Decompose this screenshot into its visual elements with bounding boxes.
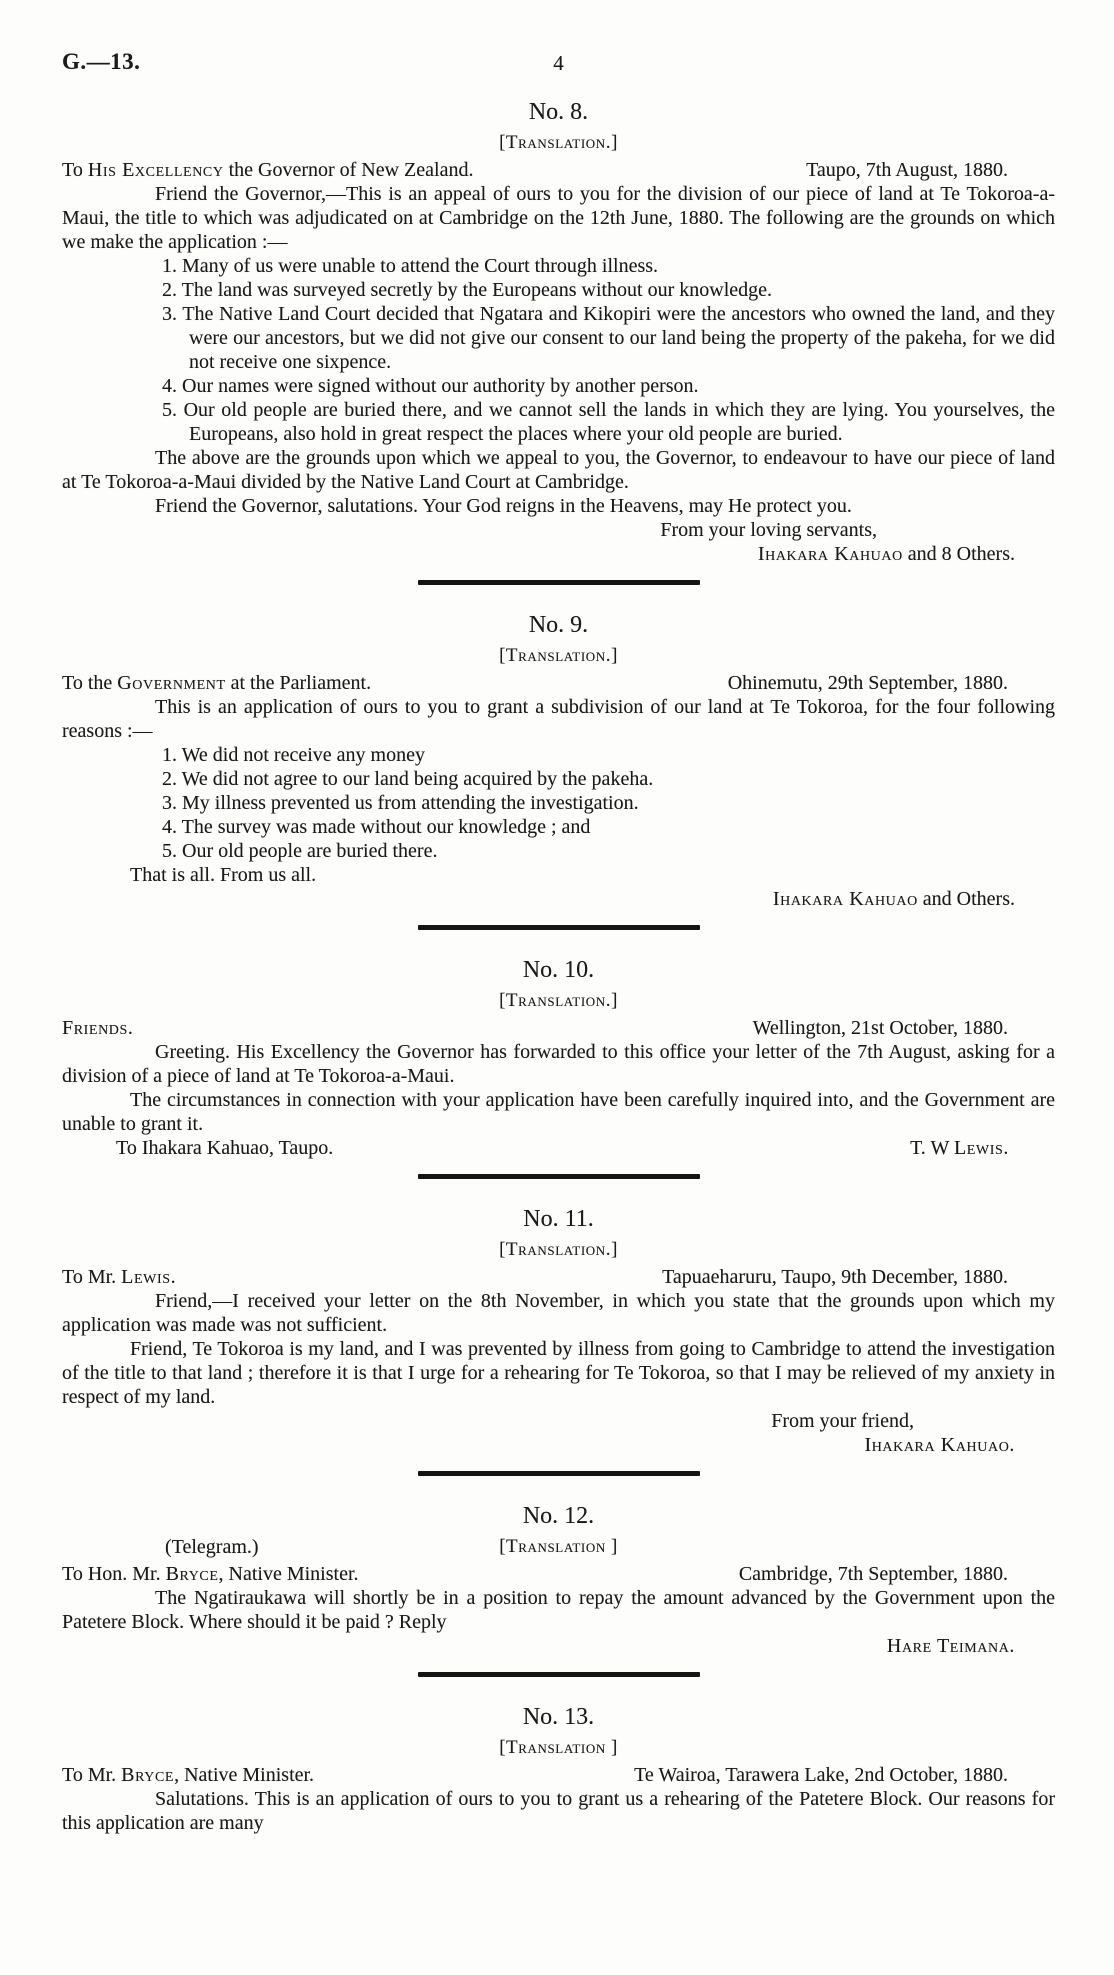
- letter-section-no11: [62, 1205, 1055, 1457]
- doc-reference: G.—13.: [62, 49, 141, 74]
- reason-item: 1. We did not receive any money: [162, 744, 425, 766]
- address-row: [62, 1016, 1055, 1040]
- reason-item: 5. Our old people are buried there.: [162, 840, 438, 862]
- address-row: [62, 671, 1055, 695]
- letter-date: Cambridge, 7th September, 1880.: [738, 1563, 1008, 1585]
- section-divider: [418, 1471, 700, 1476]
- letter-date: Ohinemutu, 29th September, 1880.: [727, 672, 1008, 694]
- translation-label: [Translation.]: [499, 132, 618, 153]
- translation-label: [Translation.]: [499, 990, 618, 1011]
- section-heading: No. 11.: [523, 1206, 594, 1232]
- letter-date: Tapuaeharuru, Taupo, 9th December, 1880.: [662, 1266, 1008, 1288]
- telegram-translation-row: [62, 1536, 1055, 1558]
- addressee: To Mr. Lewis.: [62, 1266, 177, 1288]
- address-row: [62, 158, 1055, 182]
- letter-section-no10: [62, 956, 1055, 1160]
- section-divider: [418, 1672, 700, 1677]
- letter-paragraph: That is all. From us all.: [130, 864, 317, 886]
- section-heading: No. 13.: [522, 1704, 595, 1730]
- signoff-from: From your loving servants,: [660, 519, 877, 541]
- address-row: [62, 1763, 1055, 1787]
- addressee: Friends.: [62, 1017, 134, 1039]
- addressee: To His Excellency the Governor of New Zealand.: [62, 159, 474, 181]
- letter-section-no8: [62, 98, 1055, 566]
- signoff-from: From your friend,: [771, 1410, 914, 1432]
- letter-paragraph: Friend,—I received your letter on the 8th November, in which you state that the grounds upon which my application was made was not sufficient.: [62, 1290, 1055, 1336]
- section-heading: No. 10.: [522, 957, 595, 983]
- letter-paragraph: This is an application of ours to you to grant a subdivision of our land at Te Tokoroa, for the four following reasons :—: [62, 696, 1055, 742]
- telegram-label: (Telegram.): [165, 1536, 259, 1558]
- letter-paragraph: Friend the Governor, salutations. Your God reigns in the Heavens, may He protect you.: [155, 495, 852, 517]
- translation-label: [Translation ]: [499, 1737, 618, 1758]
- letter-paragraph: Salutations. This is an application of ours to you to grant us a rehearing of the Patetere Block. Our reasons for this application are many: [62, 1788, 1055, 1834]
- letter-paragraph: Greeting. His Excellency the Governor has forwarded to this office your letter of the 7th August, asking for a division of a piece of land at Te Tokoroa-a-Maui.: [62, 1041, 1055, 1087]
- letter-footer-row: [62, 1136, 1055, 1160]
- ground-item: 4. Our names were signed without our authority by another person.: [162, 375, 699, 397]
- letter-date: Te Wairoa, Tarawera Lake, 2nd October, 1880.: [634, 1764, 1008, 1786]
- signoff-name: Ihakara Kahuao.: [864, 1434, 1015, 1456]
- reason-item: 4. The survey was made without our knowledge ; and: [162, 816, 591, 838]
- ground-item: 3. The Native Land Court decided that Ngatara and Kikopiri were the ancestors who owned the land, and they were our ancestors, but we did not give our consent to our land being the property of the pakeha, for we did not receive one sixpence.: [162, 303, 1055, 373]
- section-heading: No. 8.: [528, 99, 589, 125]
- reasons-list: [162, 743, 1055, 863]
- reason-item: 3. My illness prevented us from attending the investigation.: [162, 792, 639, 814]
- reason-item: 2. We did not agree to our land being acquired by the pakeha.: [162, 768, 654, 790]
- letter-paragraph: Friend the Governor,—This is an appeal of ours to you for the division of our piece of land at Te Tokoroa-a-Maui, the title to which was adjudicated on at Cambridge on the 12th June, 1880. The following are the grounds on which we make the application :—: [62, 183, 1055, 253]
- letter-date: Wellington, 21st October, 1880.: [752, 1017, 1008, 1039]
- addressee: To Hon. Mr. Bryce, Native Minister.: [62, 1563, 359, 1585]
- ground-item: 2. The land was surveyed secretly by the Europeans without our knowledge.: [162, 279, 773, 301]
- section-divider: [418, 925, 700, 930]
- signoff-name: T. W Lewis.: [910, 1137, 1009, 1159]
- signoff-name: Ihakara Kahuao and Others.: [772, 888, 1015, 910]
- letter-section-no12: [62, 1502, 1055, 1658]
- signoff-name: Ihakara Kahuao and 8 Others.: [757, 543, 1015, 565]
- letter-section-no13: [62, 1703, 1055, 1835]
- page-number: 4: [553, 51, 564, 75]
- section-heading: No. 12.: [522, 1503, 595, 1529]
- page-header: [62, 50, 1055, 82]
- footer-addressee: To Ihakara Kahuao, Taupo.: [116, 1137, 334, 1159]
- section-divider: [418, 1174, 700, 1179]
- letter-paragraph: The above are the grounds upon which we appeal to you, the Governor, to endeavour to have our piece of land at Te Tokoroa-a-Maui divided by the Native Land Court at Cambridge.: [62, 447, 1055, 493]
- section-heading: No. 9.: [528, 612, 589, 638]
- letter-paragraph: Friend, Te Tokoroa is my land, and I was prevented by illness from going to Cambridge to attend the investigation of the title to that land ; therefore it is that I urge for a rehearing for Te Tokoroa, so that I may be relieved of my anxiety in respect of my land.: [62, 1338, 1055, 1408]
- ground-item: 1. Many of us were unable to attend the Court through illness.: [162, 255, 659, 277]
- ground-item: 5. Our old people are buried there, and we cannot sell the lands in which they are lying. You yourselves, the Europeans, also hold in great respect the places where your old people are buried.: [162, 399, 1055, 445]
- address-row: [62, 1562, 1055, 1586]
- letter-paragraph: The Ngatiraukawa will shortly be in a position to repay the amount advanced by the Government upon the Patetere Block. Where should it be paid ? Reply: [62, 1587, 1055, 1633]
- translation-label: [Translation.]: [499, 645, 618, 666]
- letter-date: Taupo, 7th August, 1880.: [806, 159, 1008, 181]
- grounds-list: [162, 254, 1055, 446]
- translation-label: [Translation.]: [499, 1239, 618, 1260]
- section-divider: [418, 580, 700, 585]
- addressee: To Mr. Bryce, Native Minister.: [62, 1764, 315, 1786]
- addressee: To the Government at the Parliament.: [62, 672, 372, 694]
- letter-section-no9: [62, 611, 1055, 911]
- signoff-name: Hare Teimana.: [886, 1635, 1015, 1657]
- translation-label: [Translation ]: [499, 1536, 618, 1557]
- address-row: [62, 1265, 1055, 1289]
- letter-paragraph: The circumstances in connection with your application have been carefully inquired into, and the Government are unable to grant it.: [62, 1089, 1055, 1135]
